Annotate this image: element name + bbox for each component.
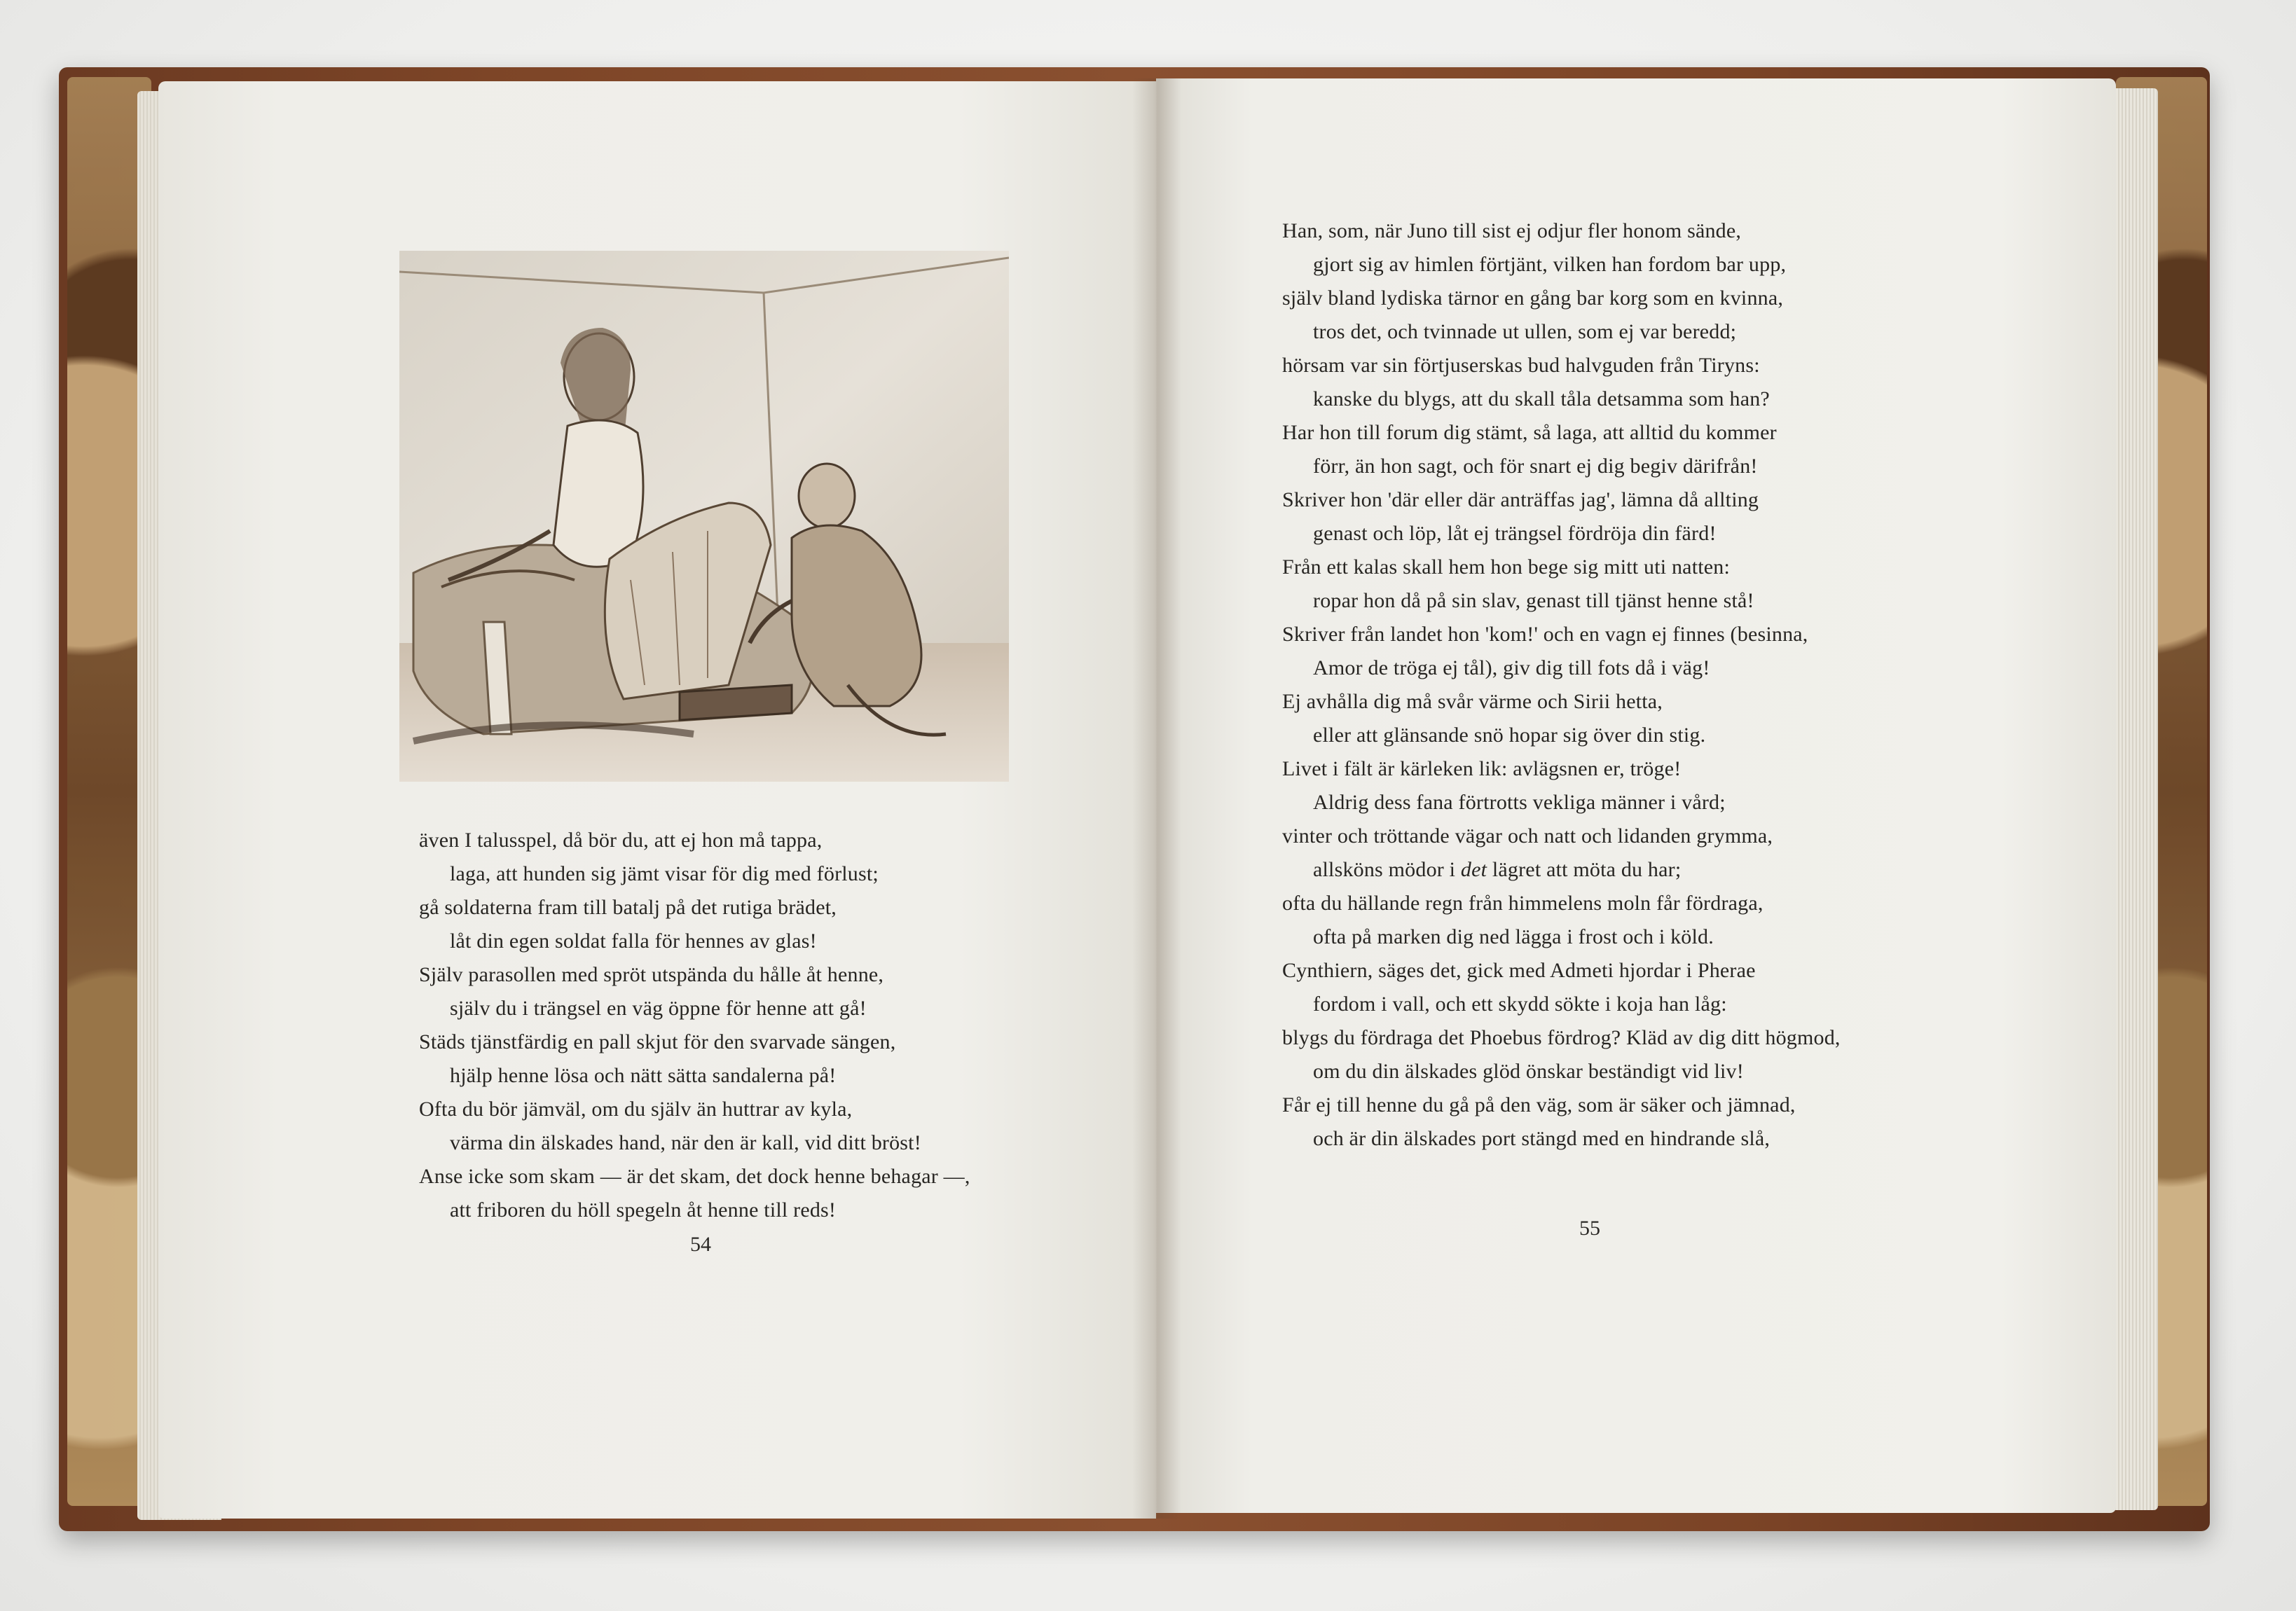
verse-line: Aldrig dess fana förtrotts vekliga männer i vård; [1313, 791, 1726, 814]
verse-line: Han, som, när Juno till sist ej odjur fler honom sände, [1282, 219, 1742, 242]
verse-line: gjort sig av himlen förtjänt, vilken han fordom bar upp, [1313, 253, 1787, 276]
verse-line: Städs tjänstfärdig en pall skjut för den svarvade sängen, [419, 1030, 896, 1053]
verse-line: och är din älskades port stängd med en hindrande slå, [1313, 1127, 1771, 1150]
verse-line: att friboren du höll spegeln åt henne till reds! [450, 1198, 837, 1222]
verse-line: fordom i vall, och ett skydd sökte i koja han låg: [1313, 993, 1727, 1016]
verse-line: om du din älskades glöd önskar beständigt vid liv! [1313, 1060, 1744, 1083]
verse-line: värma din älskades hand, när den är kall, vid ditt bröst! [450, 1131, 921, 1154]
verse-line-tail: lägret att möta du har; [1487, 858, 1682, 881]
verse-line: Livet i fält är kärleken lik: avlägsnen er, tröge! [1282, 757, 1682, 780]
illustration-drawing [399, 251, 1009, 782]
verse-line: blygs du fördraga det Phoebus fördrog? Kläd av dig ditt högmod, [1282, 1026, 1841, 1049]
verse-line: Skriver från landet hon 'kom!' och en vagn ej finnes (besinna, [1282, 623, 1808, 646]
verse-line: Amor de tröga ej tål), giv dig till fots då i väg! [1313, 656, 1710, 679]
verse-line: kanske du blygs, att du skall tåla detsamma som han? [1313, 387, 1770, 410]
verse-line: hjälp henne lösa och nätt sätta sandalerna på! [450, 1064, 837, 1087]
verse-line: ofta du hällande regn från himmelens moln får fördraga, [1282, 892, 1764, 915]
verse-line: Själv parasollen med spröt utspända du hålle åt henne, [419, 963, 884, 986]
verse-line: Ej avhålla dig må svår värme och Sirii hetta, [1282, 690, 1663, 713]
verse-line: Skriver hon 'där eller där anträffas jag', lämna då allting [1282, 488, 1759, 511]
verse-line-head: allsköns mödor i [1313, 858, 1461, 881]
verse-line: genast och löp, låt ej trängsel fördröja din färd! [1313, 522, 1717, 545]
footstool [680, 685, 792, 720]
verse-line: även I talusspel, då bör du, att ej hon må tappa, [419, 829, 823, 852]
verse-line: tros det, och tvinnade ut ullen, som ej var beredd; [1313, 320, 1737, 343]
verse-line: Anse icke som skam — är det skam, det dock henne behagar —, [419, 1165, 970, 1188]
verse-line: Från ett kalas skall hem hon bege sig mitt uti natten: [1282, 555, 1731, 579]
verse-line: låt din egen soldat falla för hennes av glas! [450, 929, 817, 953]
verse-line: Får ej till henne du gå på den väg, som är säker och jämnad, [1282, 1093, 1796, 1116]
page-number-right: 55 [1579, 1217, 1600, 1240]
verse-line: eller att glänsande snö hopar sig över din stig. [1313, 724, 1706, 747]
italic-word: det [1460, 858, 1487, 881]
page-number-left: 54 [690, 1233, 711, 1256]
verse-line: laga, att hunden sig jämt visar för dig med förlust; [450, 862, 879, 885]
verse-line: Ofta du bör jämväl, om du själv än huttrar av kyla, [419, 1098, 853, 1121]
verse-line: själv du i trängsel en väg öppne för henne att gå! [450, 997, 867, 1020]
book-gutter [1132, 78, 1181, 1519]
sepia-ink-illustration [399, 251, 1009, 782]
left-page-verse [419, 824, 970, 1227]
man-head [799, 464, 855, 528]
verse-line: hörsam var sin förtjuserskas bud halvguden från Tiryns: [1282, 354, 1760, 377]
verse-line: förr, än hon sagt, och för snart ej dig begiv därifrån! [1313, 455, 1758, 478]
verse-line: själv bland lydiska tärnor en gång bar korg som en kvinna, [1282, 286, 1784, 310]
verse-line: ropar hon då på sin slav, genast till tjänst henne stå! [1313, 589, 1754, 612]
verse-line: Har hon till forum dig stämt, så laga, att alltid du kommer [1282, 421, 1777, 444]
verse-line: ofta på marken dig ned lägga i frost och i köld. [1313, 925, 1714, 948]
verse-line: gå soldaterna fram till batalj på det rutiga brädet, [419, 896, 837, 919]
verse-line-italic [1282, 853, 1841, 887]
verse-line: Cynthiern, säges det, gick med Admeti hjordar i Pherae [1282, 959, 1756, 982]
verse-line: vinter och tröttande vägar och natt och lidanden grymma, [1282, 824, 1773, 848]
right-page-verse [1282, 214, 1841, 1156]
